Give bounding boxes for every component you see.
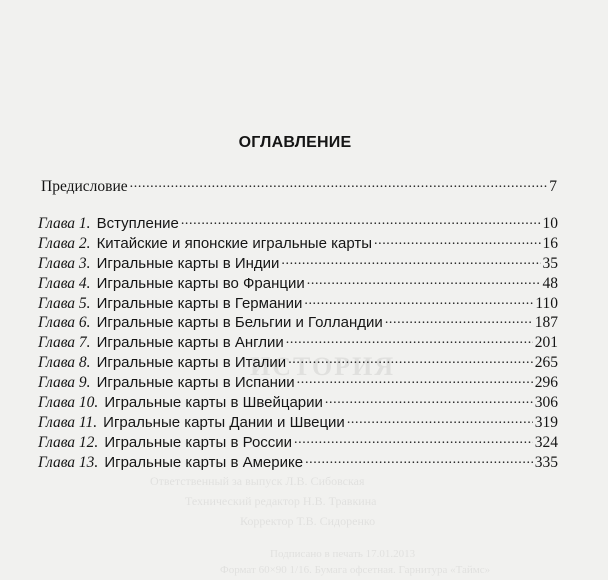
dot-leader [294,433,533,447]
chapter-label: Глава 7. [38,334,91,351]
show-through-text: Корректор Т.В. Сидоренко [240,514,376,528]
toc-page-number: 7 [549,178,557,195]
toc-entry-title: Игральные карты в Бельгии и Голландии [96,314,383,331]
toc-entry-title: Игральные карты в Англии [96,334,284,351]
toc-entry [38,413,558,432]
toc-entry-title: Игральные карты в Америке [104,454,304,471]
show-through-text: Ответственный за выпуск Л.В. Сибовская [150,474,365,488]
chapter-label: Глава 9. [38,374,91,391]
show-through-text: Подписано в печать 17.01.2013 [270,548,416,560]
chapter-label: Глава 4. [38,275,91,292]
toc-page-number: 201 [534,334,558,351]
dot-leader [297,373,533,387]
dot-leader [281,254,540,268]
dot-leader [304,294,533,308]
toc-entry-preface [41,177,557,196]
toc-entry-title: Игральные карты в Испании [96,374,295,391]
toc-page-number: 265 [534,354,558,371]
chapter-label: Глава 6. [38,314,91,331]
show-through-text: ИСТОРИЯ [250,352,396,381]
chapter-label: Глава 13. [38,454,99,471]
toc-page-number: 319 [534,414,558,431]
dot-leader [288,353,533,367]
chapter-label: Глава 5. [38,295,91,312]
toc-entry [38,333,558,352]
toc-entry [38,313,558,332]
toc-page-number: 187 [534,314,558,331]
toc-entry-title: Игральные карты в Швейцарии [104,394,323,411]
dot-leader [286,333,533,347]
toc-entry-title: Игральные карты в России [104,434,293,451]
dot-leader [347,413,533,427]
toc-entry-title: Игральные карты во Франции [96,275,305,292]
dot-leader [307,274,541,288]
chapter-label: Глава 1. [38,215,91,232]
chapter-label: Глава 3. [38,255,91,272]
toc-page-number: 306 [534,394,558,411]
toc-entry-title: Игральные карты Дании и Швеции [103,414,345,431]
toc-page-number: 110 [535,295,558,312]
toc-entry-title: Игральные карты в Германии [96,295,303,312]
toc-page-number: 335 [534,454,558,471]
chapter-label: Глава 12. [38,434,99,451]
toc-page-number: 48 [542,275,558,292]
toc-entry-title: Игральные карты в Индии [96,255,280,272]
toc-entry [38,214,558,233]
chapter-label: Глава 2. [38,235,91,252]
toc-entry [38,234,558,253]
toc-entry [38,433,558,452]
toc-page-number: 324 [534,434,558,451]
dot-leader [374,234,541,248]
toc-entry-title: Вступление [96,215,179,232]
toc-entry [38,353,558,372]
toc-entry [38,393,558,412]
toc-entry [38,274,558,293]
chapter-label: Глава 11. [38,414,98,431]
dot-leader [130,177,548,191]
toc-page-number: 35 [542,255,558,272]
dot-leader [325,393,533,407]
toc-entry [38,373,558,392]
chapter-label: Глава 8. [38,354,91,371]
toc-entry [38,294,558,313]
toc-entry [38,254,558,273]
toc-page-number: 16 [542,235,558,252]
toc-page-number: 296 [534,374,558,391]
toc-entry-title: Предисловие [41,178,128,195]
toc-entry [38,453,558,472]
dot-leader [385,313,533,327]
show-through-text: Технический редактор Н.В. Травкина [185,494,377,508]
toc-page-number: 10 [542,215,558,232]
show-through-text: Формат 60×90 1/16. Бумага офсетная. Гарнитура «Таймс» [220,564,491,576]
dot-leader [181,214,541,228]
page-title: ОГЛАВЛЕНИЕ [238,134,352,151]
chapter-label: Глава 10. [38,394,99,411]
toc-entry-title: Игральные карты в Италии [96,354,287,371]
dot-leader [305,453,533,467]
toc-entry-title: Китайские и японские игральные карты [96,235,372,252]
